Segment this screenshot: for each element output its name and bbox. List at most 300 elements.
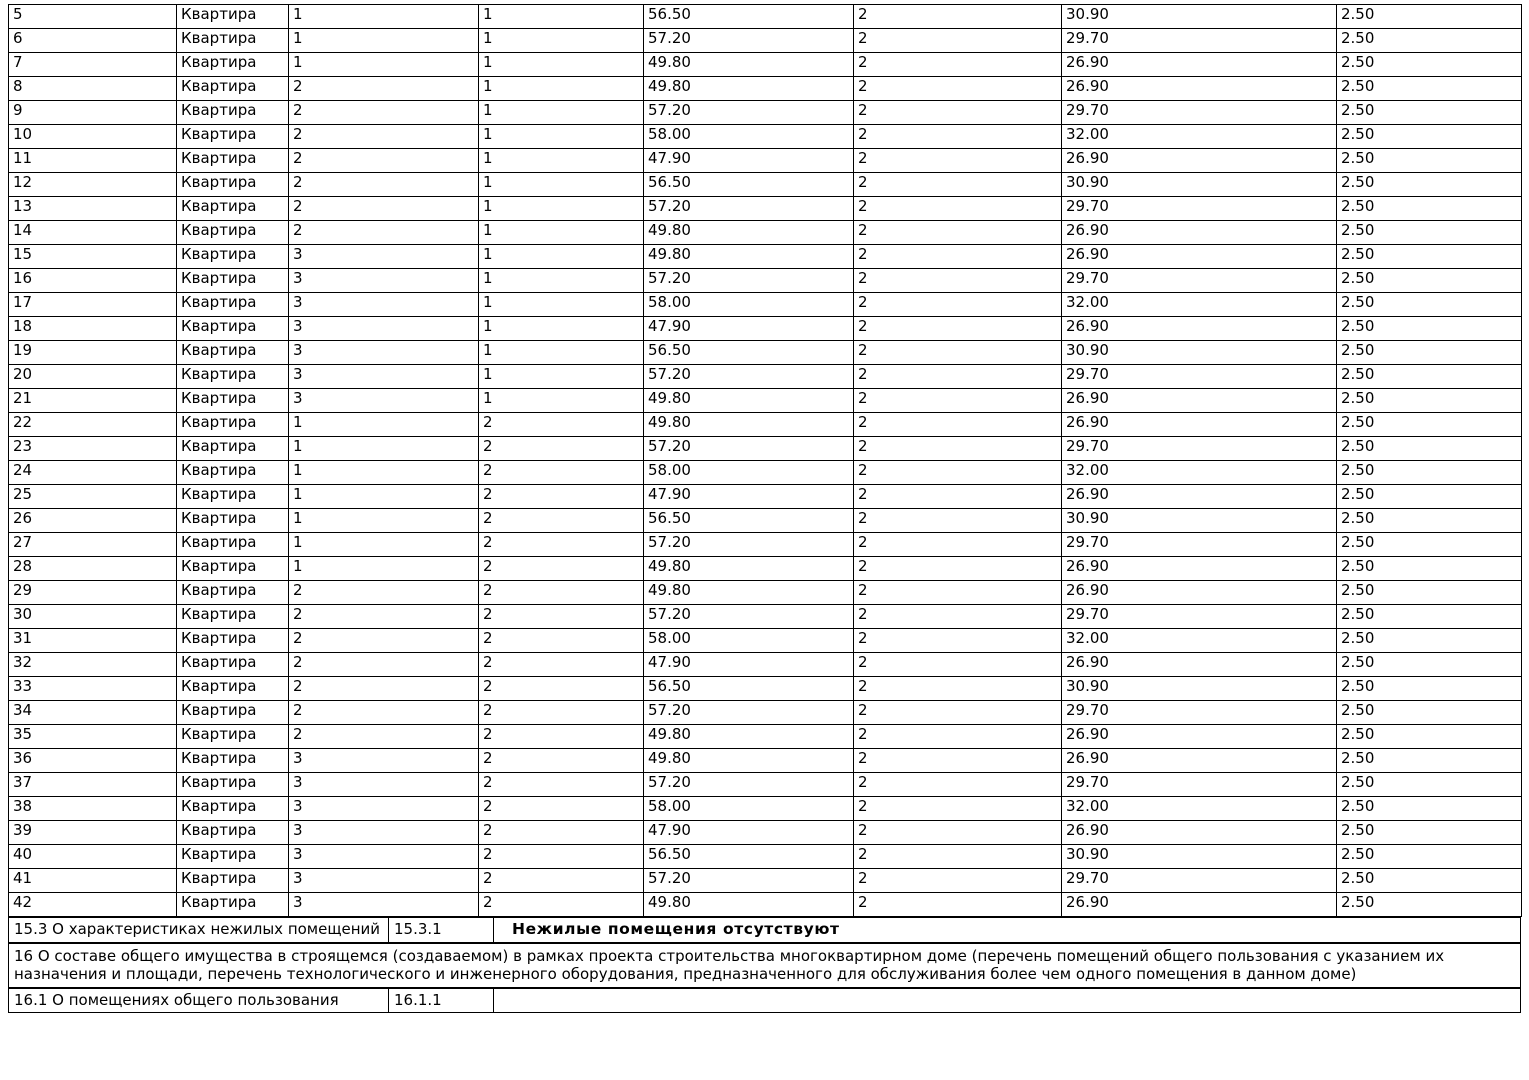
cell-area_living: 26.90 — [1062, 725, 1337, 749]
cell-ceiling_height: 2.50 — [1337, 749, 1522, 773]
section-15-3-number: 15.3.1 — [389, 918, 494, 943]
cell-type: Квартира — [177, 677, 289, 701]
cell-num: 20 — [9, 365, 177, 389]
cell-num: 7 — [9, 53, 177, 77]
cell-area_total: 49.80 — [644, 389, 854, 413]
cell-floor: 1 — [479, 293, 644, 317]
cell-ceiling_height: 2.50 — [1337, 653, 1522, 677]
cell-area_total: 57.20 — [644, 101, 854, 125]
cell-area_total: 58.00 — [644, 629, 854, 653]
table-row — [9, 581, 1522, 605]
cell-floor: 1 — [479, 221, 644, 245]
cell-type: Квартира — [177, 653, 289, 677]
cell-area_living: 26.90 — [1062, 317, 1337, 341]
table-row — [9, 533, 1522, 557]
cell-area_living: 26.90 — [1062, 581, 1337, 605]
cell-section: 1 — [289, 53, 479, 77]
cell-section: 3 — [289, 893, 479, 917]
cell-ceiling_height: 2.50 — [1337, 845, 1522, 869]
cell-type: Квартира — [177, 173, 289, 197]
cell-area_living: 26.90 — [1062, 77, 1337, 101]
cell-section: 2 — [289, 77, 479, 101]
cell-num: 17 — [9, 293, 177, 317]
table-row — [9, 653, 1522, 677]
cell-floor: 2 — [479, 509, 644, 533]
cell-floor: 2 — [479, 677, 644, 701]
table-row — [9, 797, 1522, 821]
cell-floor: 2 — [479, 581, 644, 605]
cell-rooms: 2 — [854, 821, 1062, 845]
cell-floor: 2 — [479, 749, 644, 773]
cell-area_total: 47.90 — [644, 149, 854, 173]
table-row — [9, 317, 1522, 341]
cell-area_living: 32.00 — [1062, 629, 1337, 653]
cell-num: 30 — [9, 605, 177, 629]
cell-floor: 2 — [479, 701, 644, 725]
cell-section: 2 — [289, 701, 479, 725]
cell-num: 35 — [9, 725, 177, 749]
cell-section: 2 — [289, 173, 479, 197]
cell-floor: 1 — [479, 389, 644, 413]
cell-ceiling_height: 2.50 — [1337, 317, 1522, 341]
cell-floor: 1 — [479, 365, 644, 389]
cell-num: 22 — [9, 413, 177, 437]
cell-type: Квартира — [177, 221, 289, 245]
cell-rooms: 2 — [854, 149, 1062, 173]
section-15-3-label: 15.3 О характеристиках нежилых помещений — [9, 918, 389, 943]
cell-rooms: 2 — [854, 77, 1062, 101]
cell-floor: 1 — [479, 245, 644, 269]
cell-section: 1 — [289, 557, 479, 581]
cell-type: Квартира — [177, 629, 289, 653]
cell-rooms: 2 — [854, 125, 1062, 149]
table-row — [9, 197, 1522, 221]
table-row — [9, 869, 1522, 893]
cell-section: 1 — [289, 29, 479, 53]
cell-num: 10 — [9, 125, 177, 149]
table-row — [9, 269, 1522, 293]
cell-floor: 1 — [479, 149, 644, 173]
cell-num: 15 — [9, 245, 177, 269]
cell-floor: 1 — [479, 29, 644, 53]
cell-rooms: 2 — [854, 389, 1062, 413]
table-row — [9, 53, 1522, 77]
cell-section: 1 — [289, 533, 479, 557]
cell-num: 21 — [9, 389, 177, 413]
cell-section: 2 — [289, 581, 479, 605]
cell-type: Квартира — [177, 317, 289, 341]
cell-area_living: 30.90 — [1062, 509, 1337, 533]
cell-area_total: 47.90 — [644, 821, 854, 845]
apartments-table — [8, 4, 1522, 917]
cell-ceiling_height: 2.50 — [1337, 53, 1522, 77]
cell-section: 3 — [289, 869, 479, 893]
cell-type: Квартира — [177, 773, 289, 797]
section-16-1-number: 16.1.1 — [389, 988, 494, 1012]
cell-section: 3 — [289, 245, 479, 269]
cell-ceiling_height: 2.50 — [1337, 821, 1522, 845]
cell-num: 24 — [9, 461, 177, 485]
table-row — [9, 29, 1522, 53]
cell-floor: 1 — [479, 197, 644, 221]
cell-floor: 2 — [479, 437, 644, 461]
cell-ceiling_height: 2.50 — [1337, 77, 1522, 101]
cell-rooms: 2 — [854, 317, 1062, 341]
cell-area_total: 57.20 — [644, 29, 854, 53]
cell-num: 6 — [9, 29, 177, 53]
cell-num: 31 — [9, 629, 177, 653]
cell-rooms: 2 — [854, 365, 1062, 389]
table-row — [9, 341, 1522, 365]
cell-ceiling_height: 2.50 — [1337, 869, 1522, 893]
cell-rooms: 2 — [854, 533, 1062, 557]
table-row — [9, 509, 1522, 533]
cell-floor: 2 — [479, 773, 644, 797]
cell-area_total: 47.90 — [644, 653, 854, 677]
cell-num: 40 — [9, 845, 177, 869]
table-row — [9, 485, 1522, 509]
cell-section: 2 — [289, 125, 479, 149]
cell-area_total: 49.80 — [644, 749, 854, 773]
cell-num: 34 — [9, 701, 177, 725]
cell-area_living: 26.90 — [1062, 485, 1337, 509]
cell-section: 1 — [289, 437, 479, 461]
cell-type: Квартира — [177, 293, 289, 317]
apartments-table-body — [9, 5, 1522, 917]
cell-type: Квартира — [177, 509, 289, 533]
cell-type: Квартира — [177, 125, 289, 149]
table-row — [9, 773, 1522, 797]
table-row — [9, 77, 1522, 101]
cell-rooms: 2 — [854, 245, 1062, 269]
cell-floor: 1 — [479, 269, 644, 293]
table-row — [9, 893, 1522, 917]
cell-ceiling_height: 2.50 — [1337, 437, 1522, 461]
cell-area_total: 49.80 — [644, 245, 854, 269]
cell-area_total: 47.90 — [644, 485, 854, 509]
cell-num: 14 — [9, 221, 177, 245]
cell-floor: 1 — [479, 173, 644, 197]
table-row — [9, 5, 1522, 29]
cell-ceiling_height: 2.50 — [1337, 581, 1522, 605]
section-16-1-label: 16.1 О помещениях общего пользования — [9, 988, 389, 1012]
cell-area_living: 26.90 — [1062, 749, 1337, 773]
cell-area_total: 56.50 — [644, 5, 854, 29]
cell-floor: 1 — [479, 341, 644, 365]
cell-area_total: 56.50 — [644, 509, 854, 533]
cell-area_total: 57.20 — [644, 365, 854, 389]
cell-area_living: 26.90 — [1062, 893, 1337, 917]
cell-area_total: 49.80 — [644, 893, 854, 917]
cell-area_total: 49.80 — [644, 725, 854, 749]
cell-ceiling_height: 2.50 — [1337, 773, 1522, 797]
cell-ceiling_height: 2.50 — [1337, 5, 1522, 29]
cell-area_total: 56.50 — [644, 173, 854, 197]
cell-area_total: 49.80 — [644, 413, 854, 437]
table-row — [9, 389, 1522, 413]
cell-rooms: 2 — [854, 341, 1062, 365]
cell-type: Квартира — [177, 437, 289, 461]
cell-area_total: 56.50 — [644, 677, 854, 701]
cell-rooms: 2 — [854, 653, 1062, 677]
table-row — [9, 365, 1522, 389]
cell-rooms: 2 — [854, 461, 1062, 485]
cell-area_living: 29.70 — [1062, 605, 1337, 629]
table-row — [9, 629, 1522, 653]
cell-floor: 2 — [479, 605, 644, 629]
cell-type: Квартира — [177, 53, 289, 77]
cell-num: 5 — [9, 5, 177, 29]
cell-area_living: 26.90 — [1062, 245, 1337, 269]
cell-ceiling_height: 2.50 — [1337, 29, 1522, 53]
cell-section: 1 — [289, 5, 479, 29]
cell-section: 3 — [289, 749, 479, 773]
cell-ceiling_height: 2.50 — [1337, 605, 1522, 629]
cell-rooms: 2 — [854, 749, 1062, 773]
cell-rooms: 2 — [854, 725, 1062, 749]
cell-ceiling_height: 2.50 — [1337, 413, 1522, 437]
cell-ceiling_height: 2.50 — [1337, 797, 1522, 821]
cell-floor: 2 — [479, 893, 644, 917]
cell-ceiling_height: 2.50 — [1337, 725, 1522, 749]
cell-floor: 2 — [479, 653, 644, 677]
cell-ceiling_height: 2.50 — [1337, 341, 1522, 365]
cell-num: 18 — [9, 317, 177, 341]
cell-num: 33 — [9, 677, 177, 701]
cell-section: 1 — [289, 461, 479, 485]
cell-ceiling_height: 2.50 — [1337, 677, 1522, 701]
section-16-1-value — [494, 988, 1521, 1012]
cell-section: 2 — [289, 101, 479, 125]
section-16-table — [8, 943, 1521, 988]
cell-ceiling_height: 2.50 — [1337, 893, 1522, 917]
cell-type: Квартира — [177, 269, 289, 293]
cell-area_living: 29.70 — [1062, 701, 1337, 725]
cell-num: 28 — [9, 557, 177, 581]
cell-type: Квартира — [177, 5, 289, 29]
cell-rooms: 2 — [854, 893, 1062, 917]
cell-num: 36 — [9, 749, 177, 773]
cell-type: Квартира — [177, 749, 289, 773]
cell-section: 2 — [289, 653, 479, 677]
cell-ceiling_height: 2.50 — [1337, 269, 1522, 293]
cell-section: 2 — [289, 221, 479, 245]
cell-ceiling_height: 2.50 — [1337, 365, 1522, 389]
cell-floor: 2 — [479, 845, 644, 869]
cell-ceiling_height: 2.50 — [1337, 221, 1522, 245]
cell-ceiling_height: 2.50 — [1337, 629, 1522, 653]
cell-floor: 2 — [479, 557, 644, 581]
cell-section: 3 — [289, 317, 479, 341]
cell-type: Квартира — [177, 869, 289, 893]
cell-rooms: 2 — [854, 53, 1062, 77]
cell-ceiling_height: 2.50 — [1337, 701, 1522, 725]
cell-ceiling_height: 2.50 — [1337, 293, 1522, 317]
cell-area_total: 56.50 — [644, 341, 854, 365]
cell-rooms: 2 — [854, 677, 1062, 701]
cell-area_living: 30.90 — [1062, 173, 1337, 197]
cell-type: Квартира — [177, 485, 289, 509]
cell-rooms: 2 — [854, 29, 1062, 53]
table-row — [9, 677, 1522, 701]
cell-floor: 2 — [479, 629, 644, 653]
cell-area_total: 58.00 — [644, 125, 854, 149]
cell-type: Квартира — [177, 389, 289, 413]
cell-type: Квартира — [177, 581, 289, 605]
cell-ceiling_height: 2.50 — [1337, 125, 1522, 149]
cell-section: 3 — [289, 293, 479, 317]
cell-area_total: 57.20 — [644, 533, 854, 557]
cell-area_living: 29.70 — [1062, 365, 1337, 389]
cell-rooms: 2 — [854, 173, 1062, 197]
cell-rooms: 2 — [854, 269, 1062, 293]
cell-rooms: 2 — [854, 629, 1062, 653]
cell-area_living: 29.70 — [1062, 197, 1337, 221]
cell-section: 2 — [289, 197, 479, 221]
cell-rooms: 2 — [854, 197, 1062, 221]
cell-area_total: 57.20 — [644, 773, 854, 797]
cell-area_living: 30.90 — [1062, 341, 1337, 365]
cell-floor: 2 — [479, 533, 644, 557]
cell-rooms: 2 — [854, 581, 1062, 605]
cell-rooms: 2 — [854, 869, 1062, 893]
cell-type: Квартира — [177, 461, 289, 485]
cell-section: 3 — [289, 269, 479, 293]
cell-rooms: 2 — [854, 773, 1062, 797]
cell-ceiling_height: 2.50 — [1337, 197, 1522, 221]
cell-section: 2 — [289, 149, 479, 173]
cell-ceiling_height: 2.50 — [1337, 389, 1522, 413]
table-row — [9, 988, 1521, 1012]
cell-num: 26 — [9, 509, 177, 533]
cell-area_living: 29.70 — [1062, 101, 1337, 125]
cell-num: 29 — [9, 581, 177, 605]
cell-section: 2 — [289, 725, 479, 749]
cell-section: 3 — [289, 821, 479, 845]
cell-num: 38 — [9, 797, 177, 821]
cell-area_total: 47.90 — [644, 317, 854, 341]
table-row — [9, 221, 1522, 245]
cell-area_total: 58.00 — [644, 461, 854, 485]
table-row — [9, 943, 1521, 987]
table-row — [9, 701, 1522, 725]
cell-area_total: 57.20 — [644, 197, 854, 221]
cell-num: 23 — [9, 437, 177, 461]
cell-type: Квартира — [177, 341, 289, 365]
section-15-3-value: Нежилые помещения отсутствуют — [494, 918, 1521, 943]
cell-type: Квартира — [177, 845, 289, 869]
cell-rooms: 2 — [854, 413, 1062, 437]
cell-floor: 1 — [479, 77, 644, 101]
cell-section: 3 — [289, 365, 479, 389]
cell-section: 1 — [289, 509, 479, 533]
cell-section: 1 — [289, 485, 479, 509]
cell-num: 32 — [9, 653, 177, 677]
table-row — [9, 293, 1522, 317]
cell-section: 3 — [289, 389, 479, 413]
cell-area_total: 57.20 — [644, 605, 854, 629]
cell-floor: 2 — [479, 461, 644, 485]
cell-area_total: 57.20 — [644, 869, 854, 893]
cell-num: 8 — [9, 77, 177, 101]
table-row — [9, 413, 1522, 437]
cell-area_living: 29.70 — [1062, 773, 1337, 797]
cell-num: 16 — [9, 269, 177, 293]
cell-num: 9 — [9, 101, 177, 125]
cell-rooms: 2 — [854, 701, 1062, 725]
table-row — [9, 605, 1522, 629]
cell-rooms: 2 — [854, 101, 1062, 125]
cell-rooms: 2 — [854, 437, 1062, 461]
cell-ceiling_height: 2.50 — [1337, 149, 1522, 173]
cell-floor: 1 — [479, 53, 644, 77]
cell-type: Квартира — [177, 413, 289, 437]
cell-floor: 2 — [479, 821, 644, 845]
section-16-1-table — [8, 988, 1521, 1013]
table-row — [9, 749, 1522, 773]
cell-ceiling_height: 2.50 — [1337, 173, 1522, 197]
cell-area_living: 29.70 — [1062, 533, 1337, 557]
cell-area_living: 26.90 — [1062, 389, 1337, 413]
cell-area_total: 57.20 — [644, 437, 854, 461]
cell-area_living: 29.70 — [1062, 269, 1337, 293]
cell-rooms: 2 — [854, 557, 1062, 581]
table-row — [9, 461, 1522, 485]
cell-floor: 2 — [479, 797, 644, 821]
cell-area_living: 30.90 — [1062, 845, 1337, 869]
cell-num: 13 — [9, 197, 177, 221]
cell-floor: 2 — [479, 869, 644, 893]
table-row — [9, 918, 1521, 943]
table-row — [9, 437, 1522, 461]
cell-area_living: 26.90 — [1062, 149, 1337, 173]
cell-section: 2 — [289, 629, 479, 653]
cell-rooms: 2 — [854, 293, 1062, 317]
cell-num: 42 — [9, 893, 177, 917]
cell-area_living: 26.90 — [1062, 653, 1337, 677]
cell-type: Квартира — [177, 197, 289, 221]
cell-area_living: 32.00 — [1062, 125, 1337, 149]
section-15-3-table — [8, 917, 1521, 943]
cell-rooms: 2 — [854, 797, 1062, 821]
cell-area_living: 26.90 — [1062, 221, 1337, 245]
table-row — [9, 725, 1522, 749]
cell-area_living: 32.00 — [1062, 797, 1337, 821]
cell-ceiling_height: 2.50 — [1337, 101, 1522, 125]
cell-area_total: 49.80 — [644, 221, 854, 245]
cell-area_living: 29.70 — [1062, 869, 1337, 893]
cell-area_total: 49.80 — [644, 77, 854, 101]
cell-area_living: 30.90 — [1062, 5, 1337, 29]
cell-section: 2 — [289, 677, 479, 701]
cell-section: 1 — [289, 413, 479, 437]
cell-area_living: 26.90 — [1062, 53, 1337, 77]
cell-num: 27 — [9, 533, 177, 557]
cell-area_total: 57.20 — [644, 269, 854, 293]
table-row — [9, 149, 1522, 173]
cell-type: Квартира — [177, 245, 289, 269]
cell-area_living: 29.70 — [1062, 29, 1337, 53]
table-row — [9, 101, 1522, 125]
cell-type: Квартира — [177, 893, 289, 917]
cell-type: Квартира — [177, 29, 289, 53]
cell-ceiling_height: 2.50 — [1337, 485, 1522, 509]
cell-floor: 2 — [479, 725, 644, 749]
cell-type: Квартира — [177, 365, 289, 389]
cell-type: Квартира — [177, 605, 289, 629]
cell-area_total: 57.20 — [644, 701, 854, 725]
cell-floor: 1 — [479, 125, 644, 149]
